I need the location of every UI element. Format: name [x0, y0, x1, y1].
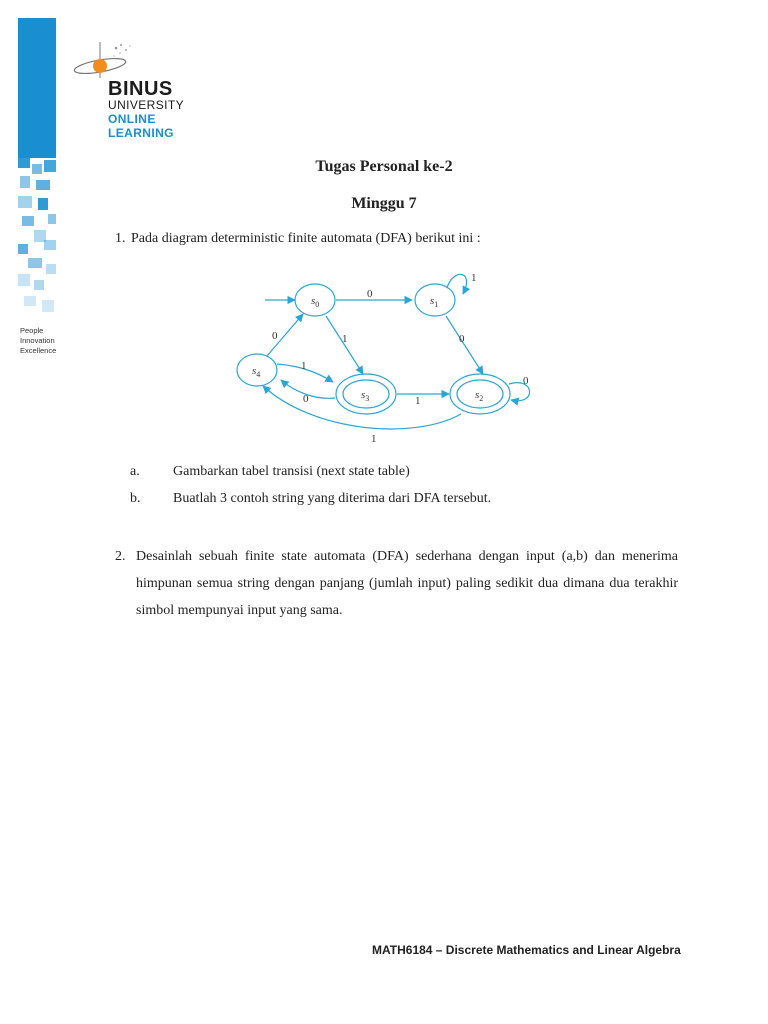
- question-2-number: 2.: [115, 549, 126, 564]
- state-label-s4: $s_4$: [252, 365, 261, 379]
- edge-label-s0-s3: 1: [342, 333, 348, 345]
- edge-label-s2-s4: 1: [371, 433, 377, 445]
- dfa-diagram: [225, 268, 545, 448]
- state-label-s1: $s_1$: [430, 295, 439, 309]
- tagline-innovation: Innovation: [20, 336, 55, 345]
- edge-s1-s1: [447, 274, 467, 294]
- edge-label-s0-s1: 0: [367, 288, 373, 300]
- question-1-item-b: [130, 491, 491, 507]
- question-1-text: Pada diagram deterministic finite automata (DFA) berikut ini :: [131, 231, 481, 246]
- edge-label-s1-s2: 0: [459, 333, 465, 345]
- state-label-s2: $s_2$: [475, 389, 484, 403]
- item-a-text: Gambarkan tabel transisi (next state table): [173, 464, 410, 479]
- question-2-text: Desainlah sebuah finite state automata (DFA) sederhana dengan input (a,b) dan menerima himpunan semua string dengan panjang (jumlah input) paling sedikit dua dimana dua terakhir simbol mempunyai input yang sama.: [136, 549, 678, 618]
- question-1-item-a: [130, 464, 410, 480]
- item-b-label: b.: [130, 491, 141, 506]
- question-1-number: 1.: [115, 231, 126, 246]
- edge-s0-s3: [326, 316, 363, 374]
- edge-label-s3-s4: 0: [303, 393, 309, 405]
- edge-label-s1-s1: 1: [471, 272, 477, 284]
- edge-label-s2-s2: 0: [523, 375, 529, 387]
- page-title: Tugas Personal ke-2: [315, 158, 453, 175]
- binus-logo-mark: [70, 38, 140, 80]
- edge-label-s4-s0: 0: [272, 330, 278, 342]
- state-label-s3: $s_3$: [361, 389, 370, 403]
- logo-university-text: UNIVERSITY: [108, 98, 185, 112]
- tagline-people: People: [20, 326, 44, 335]
- tagline-excellence: Excellence: [20, 346, 57, 355]
- binus-logo: [70, 38, 190, 148]
- question-1: [115, 231, 481, 247]
- edge-label-s4-s3: 1: [301, 360, 307, 372]
- logo-online-text: ONLINE: [108, 112, 156, 126]
- item-a-label: a.: [130, 464, 140, 479]
- page-subtitle: Minggu 7: [351, 195, 417, 212]
- item-b-text: Buatlah 3 contoh string yang diterima dari DFA tersebut.: [173, 491, 492, 506]
- edge-label-s3-s2: 1: [415, 395, 421, 407]
- logo-binus-text: BINUS: [108, 78, 173, 100]
- logo-learning-text: LEARNING: [108, 126, 174, 140]
- question-2: [115, 543, 678, 624]
- logo-tagline: [20, 326, 56, 356]
- state-label-s0: $s_0$: [311, 295, 320, 309]
- footer-course: MATH6184 – Discrete Mathematics and Linear Algebra: [372, 943, 681, 957]
- edge-s1-s2: [446, 316, 483, 374]
